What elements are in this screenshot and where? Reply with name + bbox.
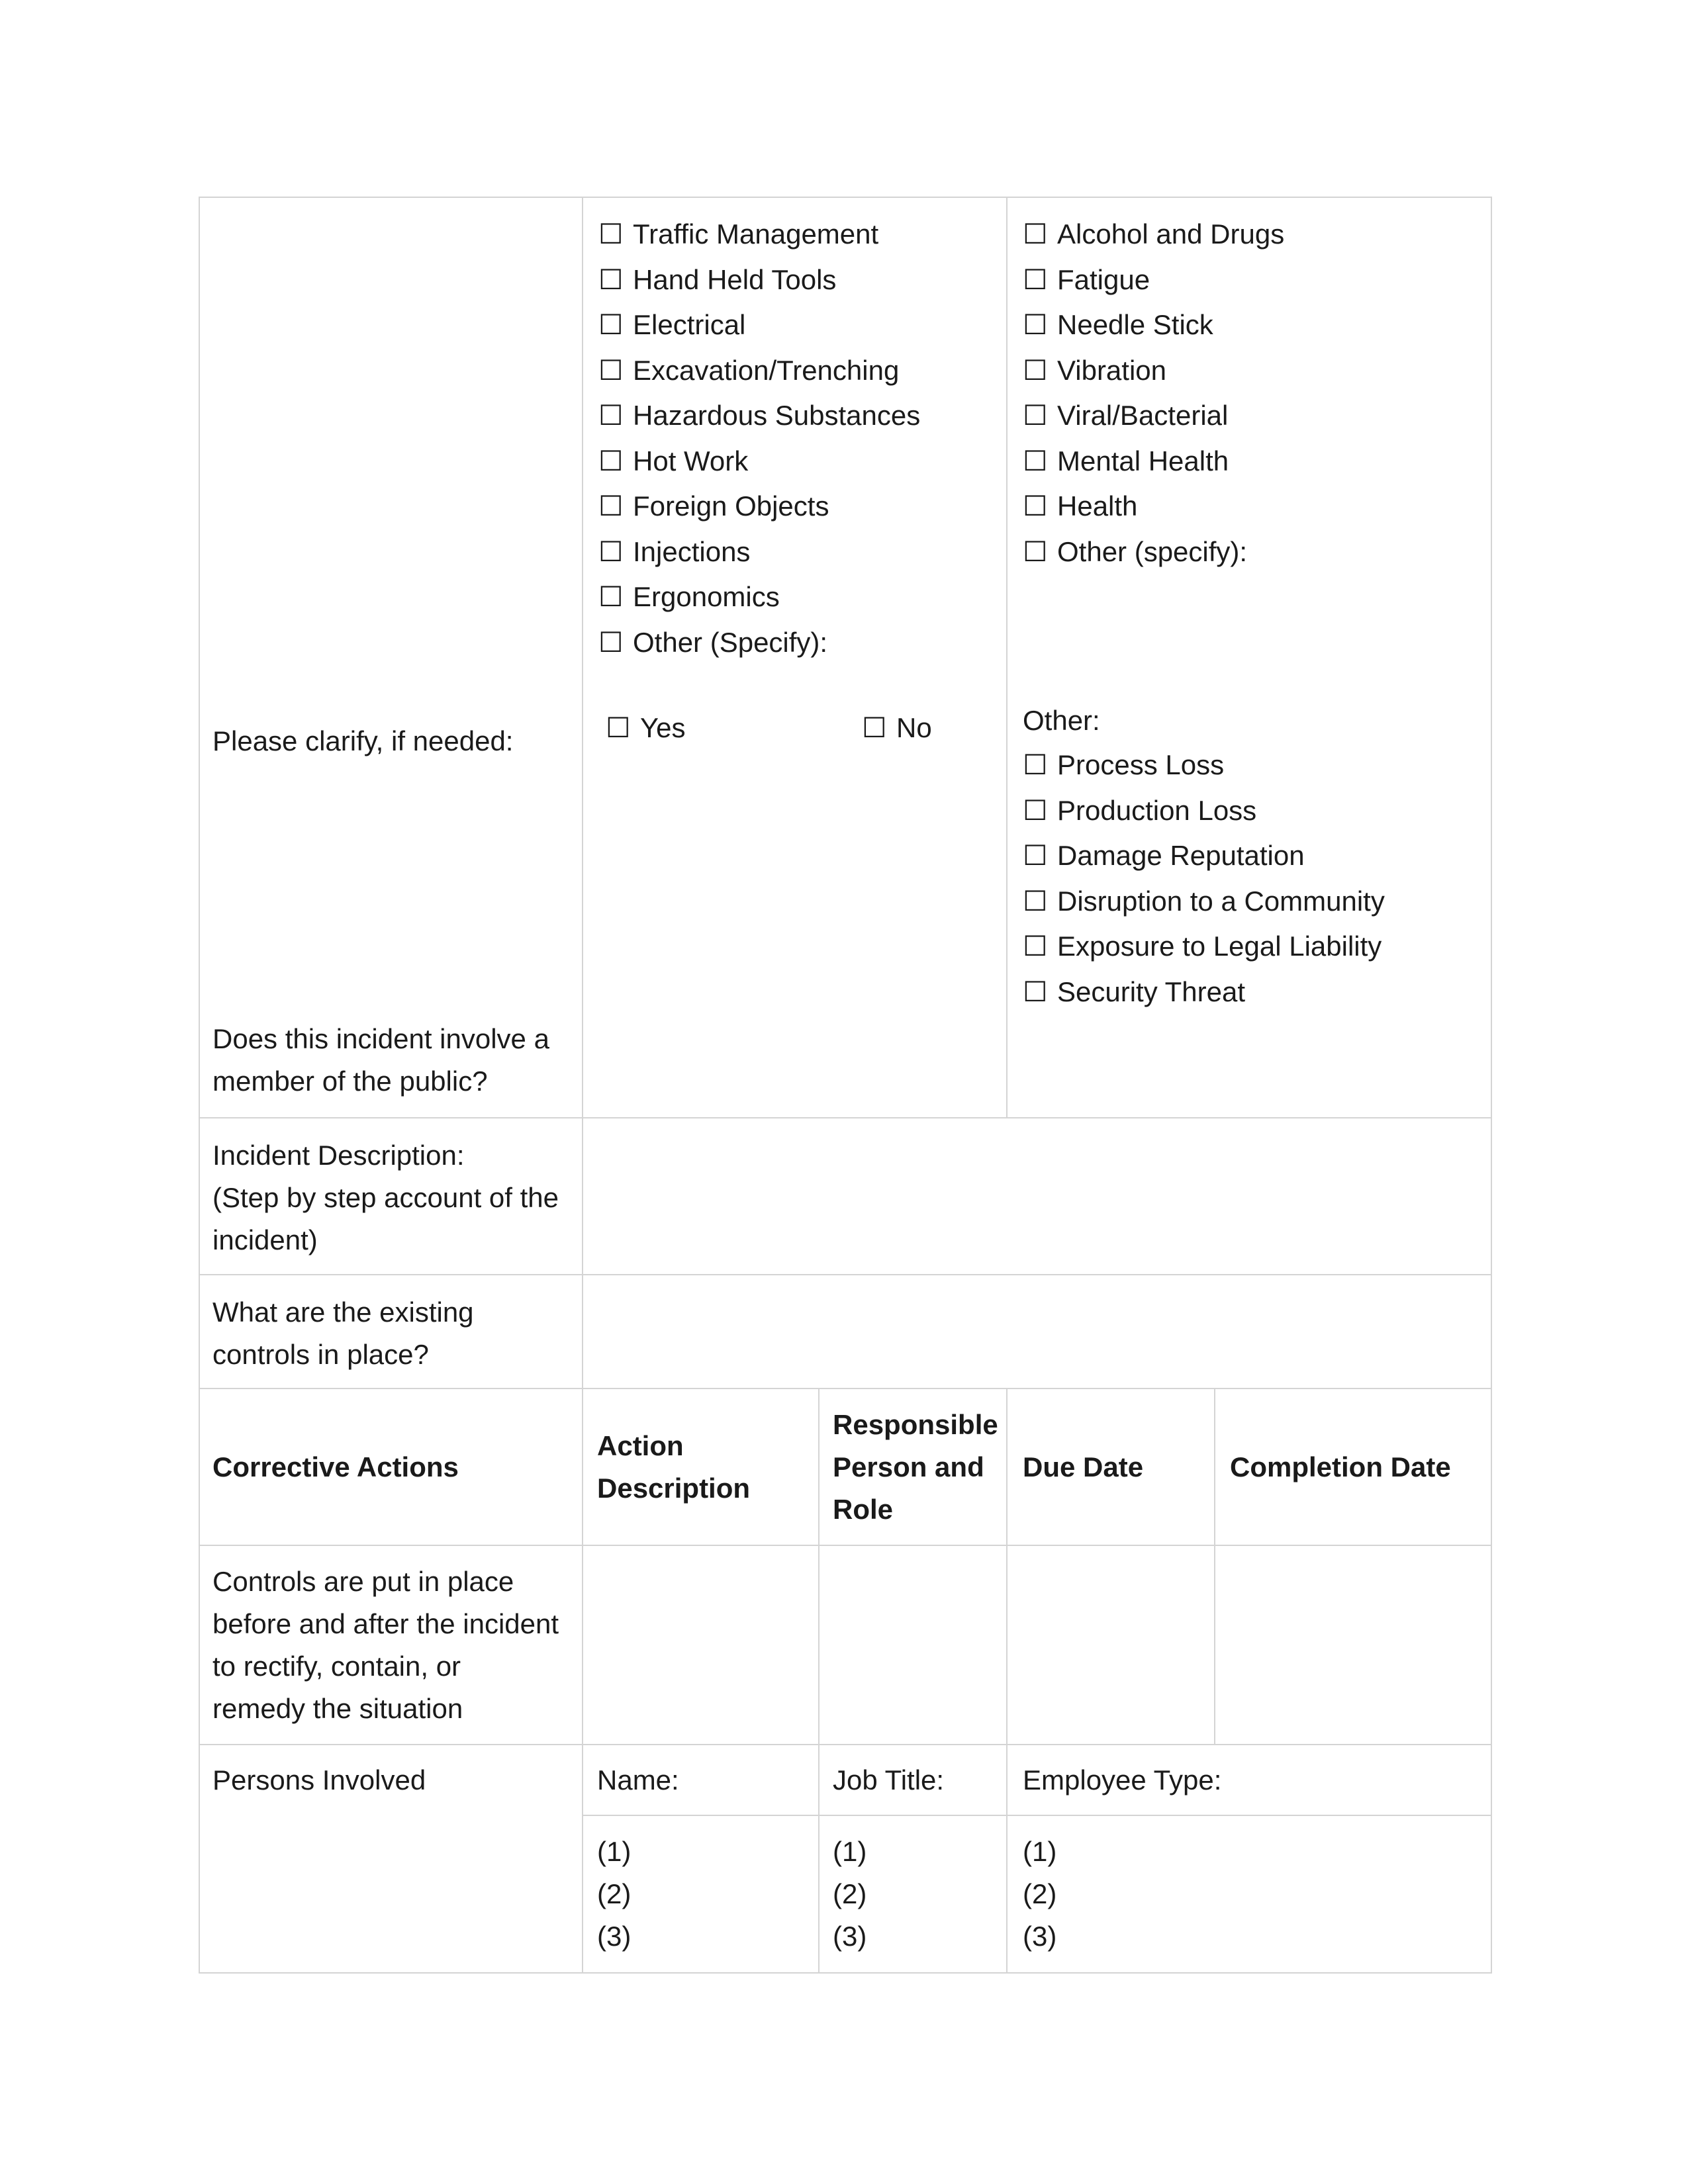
checkbox-icon[interactable]: ☐ — [606, 712, 631, 743]
checkbox-icon[interactable]: ☐ — [1023, 490, 1048, 522]
hazard-checkbox-label: Health — [1057, 490, 1138, 522]
clarify-label: Please clarify, if needed: — [212, 725, 514, 756]
impact-checkbox-label: Exposure to Legal Liability — [1057, 931, 1382, 962]
checkbox-icon[interactable]: ☐ — [598, 626, 624, 658]
incident-description-hint-1: (Step by step account of the — [212, 1182, 559, 1213]
checkbox-icon[interactable]: ☐ — [1023, 931, 1048, 962]
checkbox-icon[interactable]: ☐ — [598, 445, 624, 477]
hazard-checkbox-item[interactable] — [598, 574, 920, 620]
checkbox-icon[interactable]: ☐ — [1023, 354, 1048, 386]
other-impacts-checklist — [1023, 743, 1385, 1015]
job-title-entry-3[interactable]: (3) — [833, 1921, 867, 1952]
impact-checkbox-item[interactable] — [1023, 924, 1385, 970]
hazard-checkbox-item[interactable] — [1023, 439, 1284, 484]
name-entry-1[interactable]: (1) — [597, 1836, 632, 1867]
yes-label: Yes — [640, 712, 686, 743]
hazard-checkbox-label: Fatigue — [1057, 263, 1150, 295]
table-left-border — [199, 197, 200, 1974]
checkbox-icon[interactable]: ☐ — [598, 354, 624, 386]
hazard-checklist-2 — [1023, 212, 1284, 574]
employee-type-entry-2[interactable]: (2) — [1023, 1878, 1057, 1909]
public-question-line2: member of the public? — [212, 1066, 488, 1097]
controls-description: Controls are put in place before and after the incident to rectify, contain, or remedy the situation — [212, 1566, 559, 1724]
incident-description-label: Incident Description: — [212, 1140, 465, 1171]
hazard-checkbox-label: Ergonomics — [633, 581, 780, 612]
hazard-checkbox-label: Excavation/Trenching — [633, 354, 900, 386]
column-divider — [1214, 1388, 1215, 1745]
public-question-line1: Does this incident involve a — [212, 1023, 549, 1054]
impact-checkbox-item[interactable] — [1023, 743, 1385, 788]
checkbox-icon[interactable]: ☐ — [598, 400, 624, 431]
hazard-checkbox-item[interactable] — [598, 393, 920, 439]
checkbox-icon[interactable]: ☐ — [598, 535, 624, 567]
checkbox-icon[interactable]: ☐ — [598, 490, 624, 522]
hazard-checkbox-label: Mental Health — [1057, 445, 1229, 477]
hazard-checkbox-item[interactable] — [598, 302, 920, 348]
checkbox-icon[interactable]: ☐ — [862, 712, 887, 743]
impact-checkbox-label: Production Loss — [1057, 794, 1257, 826]
checkbox-icon[interactable]: ☐ — [1023, 400, 1048, 431]
hazard-checkbox-label: Other (specify): — [1057, 535, 1248, 567]
job-title-entry-1[interactable]: (1) — [833, 1836, 867, 1867]
hazard-checkbox-label: Viral/Bacterial — [1057, 400, 1229, 431]
row-divider — [199, 1388, 1492, 1389]
checkbox-icon[interactable]: ☐ — [1023, 445, 1048, 477]
hazard-checkbox-label: Hand Held Tools — [633, 263, 837, 295]
employee-type-header: Employee Type: — [1023, 1764, 1222, 1796]
hazard-checkbox-item[interactable] — [1023, 393, 1284, 439]
impact-checkbox-label: Process Loss — [1057, 749, 1225, 780]
column-divider — [582, 197, 583, 1974]
job-title-entry-2[interactable]: (2) — [833, 1878, 867, 1909]
checkbox-icon[interactable]: ☐ — [1023, 794, 1048, 826]
table-top-border — [199, 197, 1492, 198]
impact-checkbox-item[interactable] — [1023, 970, 1385, 1015]
hazard-checkbox-item[interactable] — [598, 529, 920, 575]
hazard-checklist-1 — [598, 212, 920, 665]
hazard-checkbox-label: Traffic Management — [633, 218, 879, 250]
yes-option[interactable] — [606, 707, 686, 749]
hazard-checkbox-item[interactable] — [1023, 302, 1284, 348]
checkbox-icon[interactable]: ☐ — [1023, 749, 1048, 780]
employee-type-entry-1[interactable]: (1) — [1023, 1836, 1057, 1867]
checkbox-icon[interactable]: ☐ — [1023, 263, 1048, 295]
row-divider — [583, 1815, 1492, 1816]
name-entry-2[interactable]: (2) — [597, 1878, 632, 1909]
hazard-checkbox-item[interactable] — [598, 257, 920, 303]
due-date-header: Due Date — [1023, 1451, 1144, 1482]
impact-checkbox-label: Disruption to a Community — [1057, 885, 1385, 917]
row-divider — [199, 1744, 1492, 1745]
hazard-checkbox-label: Alcohol and Drugs — [1057, 218, 1285, 250]
column-divider — [1006, 197, 1008, 1118]
name-entry-3[interactable]: (3) — [597, 1921, 632, 1952]
checkbox-icon[interactable]: ☐ — [598, 581, 624, 612]
hazard-checkbox-item[interactable] — [1023, 348, 1284, 394]
checkbox-icon[interactable]: ☐ — [1023, 218, 1048, 250]
responsible-person-header: Responsible Person and Role — [833, 1409, 998, 1525]
hazard-checkbox-item[interactable] — [1023, 484, 1284, 529]
no-label: No — [896, 712, 932, 743]
hazard-checkbox-item[interactable] — [598, 439, 920, 484]
impact-checkbox-label: Security Threat — [1057, 976, 1246, 1007]
impact-checkbox-item[interactable] — [1023, 833, 1385, 879]
impact-checkbox-item[interactable] — [1023, 879, 1385, 925]
hazard-checkbox-item[interactable] — [598, 620, 920, 666]
checkbox-icon[interactable]: ☐ — [1023, 885, 1048, 917]
incident-description-hint-2: incident) — [212, 1224, 318, 1255]
action-description-header: Action Description — [597, 1430, 751, 1504]
hazard-checkbox-label: Electrical — [633, 309, 746, 340]
hazard-checkbox-label: Needle Stick — [1057, 309, 1213, 340]
hazard-checkbox-item[interactable] — [1023, 257, 1284, 303]
table-right-border — [1491, 197, 1492, 1974]
hazard-checkbox-label: Vibration — [1057, 354, 1167, 386]
column-divider — [818, 1388, 820, 1974]
employee-type-entry-3[interactable]: (3) — [1023, 1921, 1057, 1952]
checkbox-icon[interactable]: ☐ — [598, 309, 624, 340]
checkbox-icon[interactable]: ☐ — [1023, 840, 1048, 871]
checkbox-icon[interactable]: ☐ — [1023, 309, 1048, 340]
impact-checkbox-item[interactable] — [1023, 788, 1385, 834]
hazard-checkbox-item[interactable] — [598, 348, 920, 394]
hazard-checkbox-label: Hazardous Substances — [633, 400, 921, 431]
table-bottom-border — [199, 1972, 1492, 1974]
impact-checkbox-label: Damage Reputation — [1057, 840, 1305, 871]
other-impacts-heading: Other: — [1023, 705, 1100, 736]
corrective-actions-label: Corrective Actions — [212, 1451, 459, 1482]
existing-controls-label-2: controls in place? — [212, 1339, 429, 1370]
hazard-checkbox-item[interactable] — [1023, 212, 1284, 257]
completion-date-header: Completion Date — [1230, 1451, 1451, 1482]
row-divider — [199, 1117, 1492, 1118]
job-title-header: Job Title: — [833, 1764, 945, 1796]
hazard-checkbox-label: Hot Work — [633, 445, 749, 477]
checkbox-icon[interactable]: ☐ — [1023, 535, 1048, 567]
checkbox-icon[interactable]: ☐ — [598, 263, 624, 295]
column-divider — [1006, 1388, 1008, 1974]
checkbox-icon[interactable]: ☐ — [1023, 976, 1048, 1007]
hazard-checkbox-item[interactable] — [1023, 529, 1284, 575]
no-option[interactable] — [862, 707, 932, 749]
hazard-checkbox-label: Foreign Objects — [633, 490, 829, 522]
hazard-checkbox-item[interactable] — [598, 484, 920, 529]
hazard-checkbox-label: Injections — [633, 535, 751, 567]
row-divider — [199, 1274, 1492, 1275]
hazard-checkbox-label: Other (Specify): — [633, 626, 828, 658]
checkbox-icon[interactable]: ☐ — [598, 218, 624, 250]
name-header: Name: — [597, 1764, 679, 1796]
hazard-checkbox-item[interactable] — [598, 212, 920, 257]
row-divider — [199, 1545, 1492, 1546]
existing-controls-label-1: What are the existing — [212, 1297, 474, 1328]
persons-involved-label: Persons Involved — [212, 1764, 426, 1796]
